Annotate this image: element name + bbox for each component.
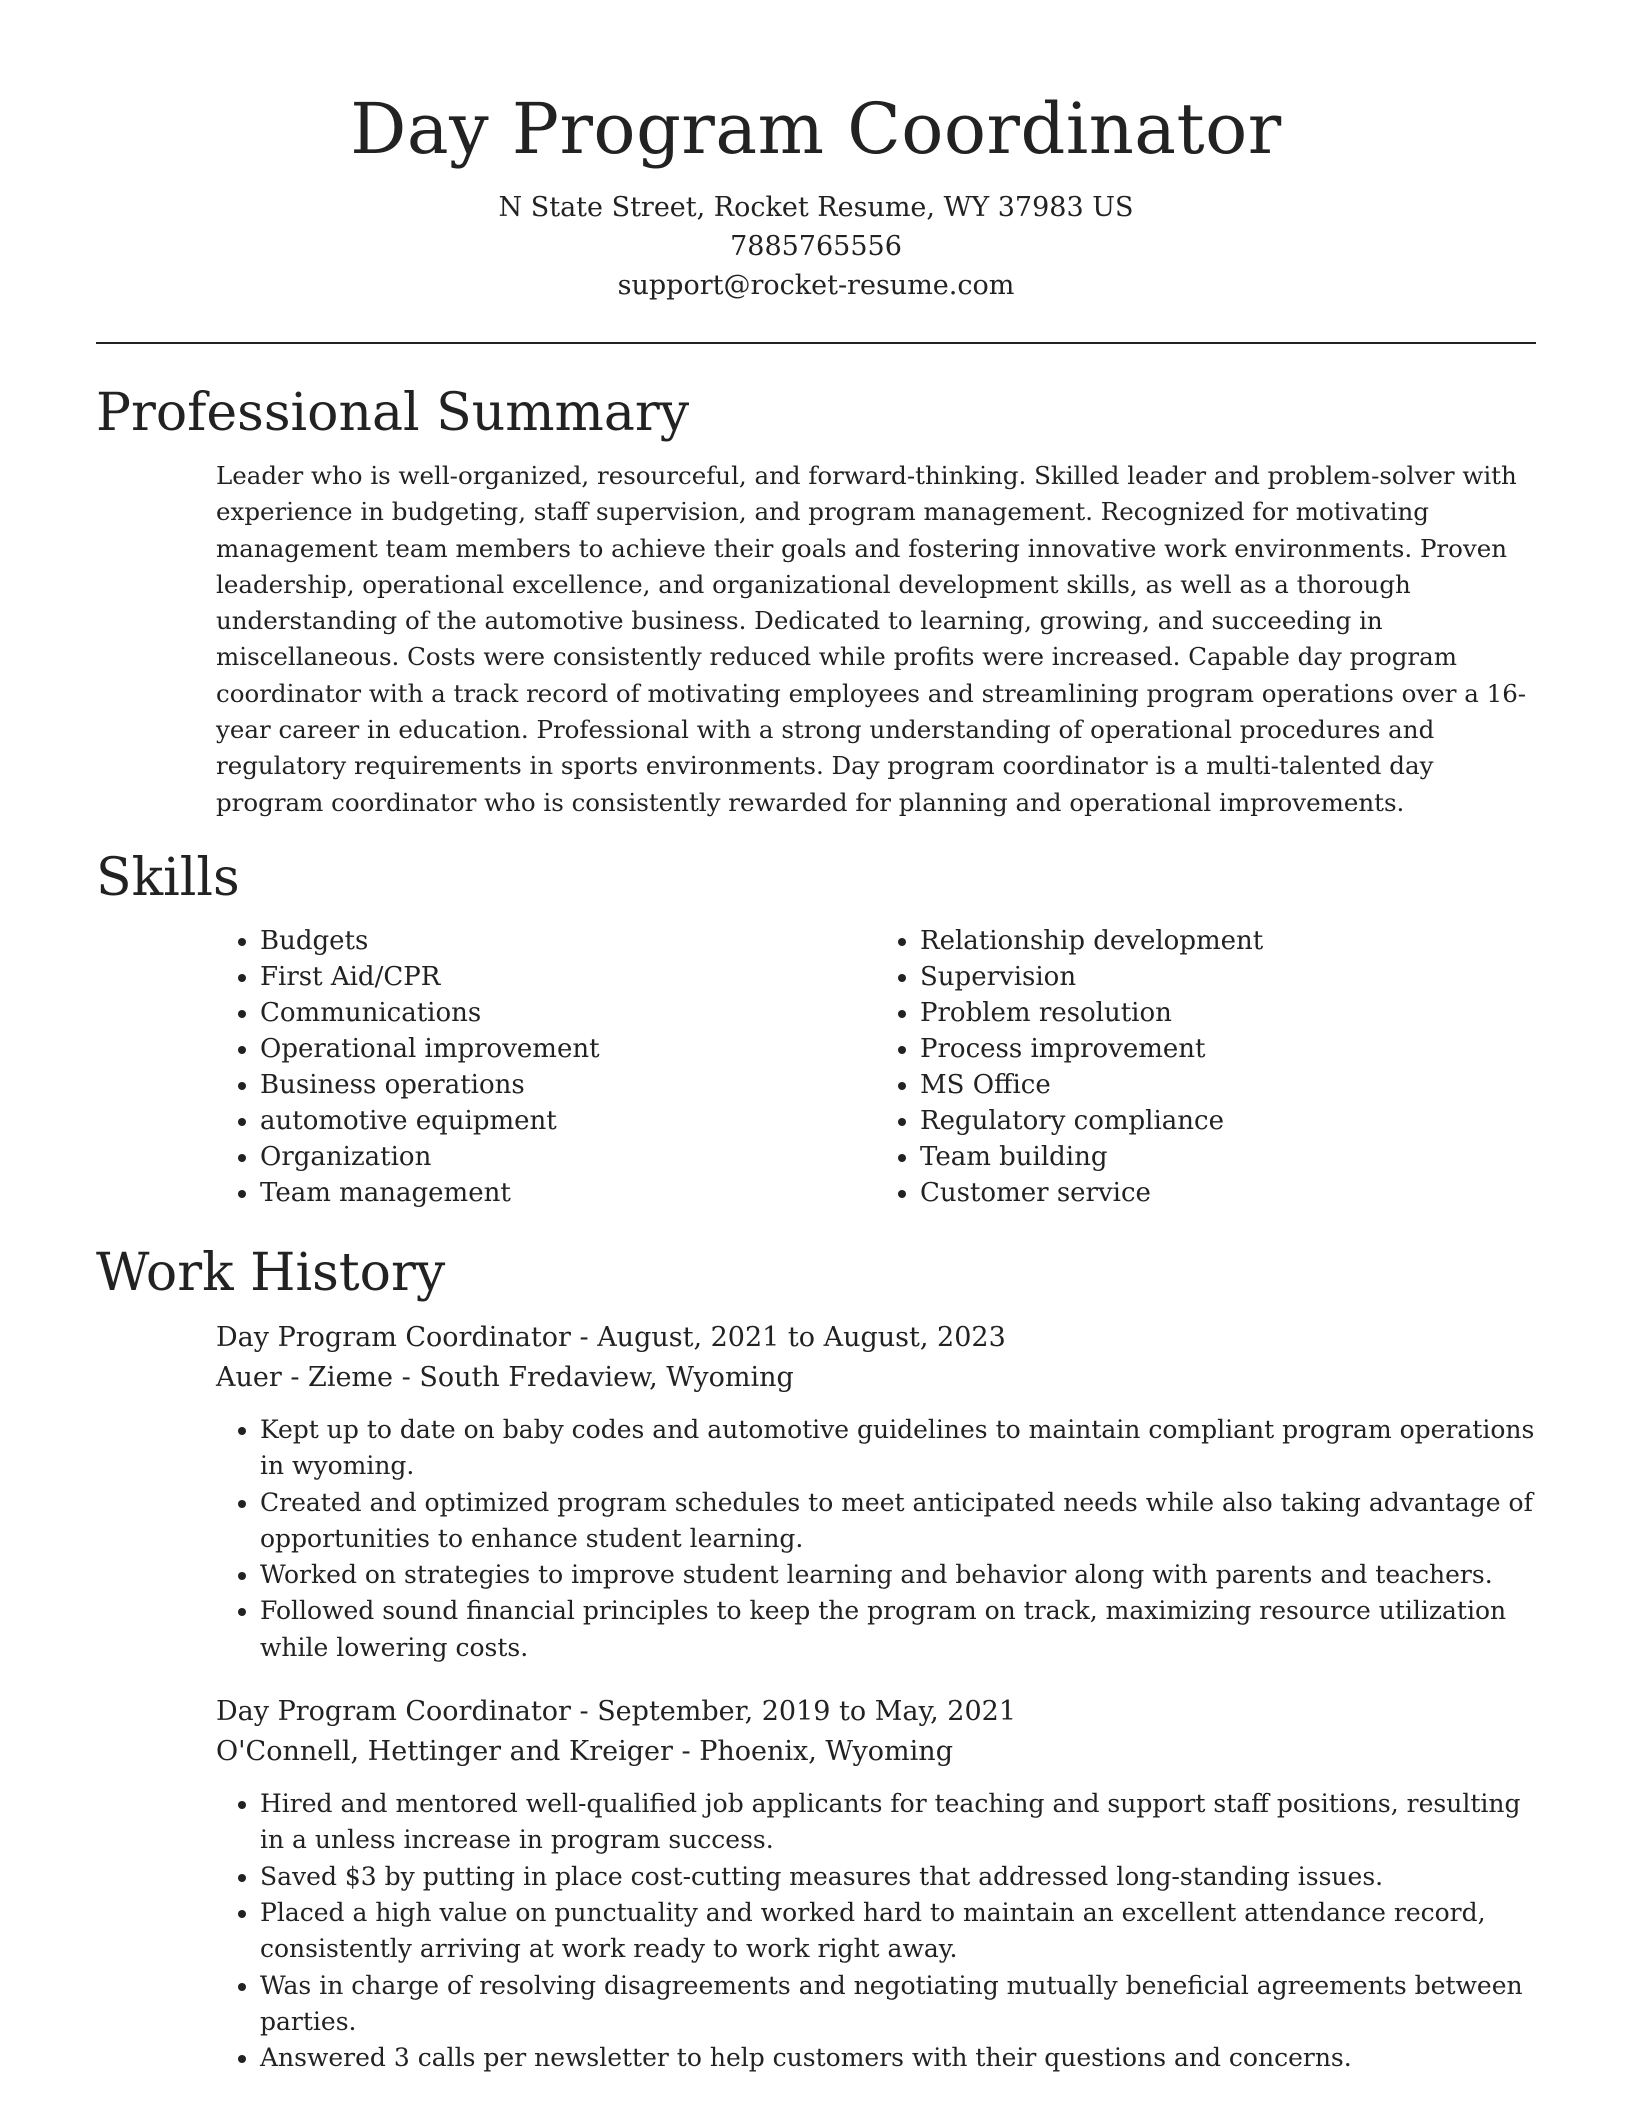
skill-item: • Communications: [260, 995, 876, 1031]
job-title-line: Day Program Coordinator - September, 2019 to May, 2021: [216, 1696, 1017, 1728]
header-divider: [96, 342, 1536, 344]
skill-item: • Relationship development: [920, 923, 1536, 959]
job-bullet-list: [216, 1412, 1536, 1666]
job-company: O'Connell, Hettinger and Kreiger: [216, 1736, 673, 1768]
skills-section: [96, 845, 1536, 1211]
skill-item: • Supervision: [920, 959, 1536, 995]
skill-item: • Business operations: [260, 1067, 876, 1103]
work-history-title: Work History: [96, 1243, 446, 1303]
candidate-name: Day Program Coordinator: [350, 88, 1282, 170]
job-bullet: • Was in charge of resolving disagreements and negotiating mutually beneficial agreements between parties.: [260, 1968, 1536, 2041]
skill-item: • First Aid/CPR: [260, 959, 876, 995]
skills-right-list: [876, 923, 1536, 1211]
job-bullet: • Followed sound financial principles to keep the program on track, maximizing resource utilization while lowering costs.: [260, 1593, 1536, 1666]
job-entry: [216, 1318, 1536, 1666]
skill-item: • Regulatory compliance: [920, 1103, 1536, 1139]
skills-title: Skills: [96, 848, 240, 908]
skill-item: • Budgets: [260, 923, 876, 959]
skills-left-list: [216, 923, 876, 1211]
job-location: South Fredaview, Wyoming: [419, 1362, 794, 1393]
job-bullet: • Worked on strategies to improve student learning and behavior along with parents and teachers.: [260, 1557, 1536, 1593]
job-bullet: • Placed a high value on punctuality and worked hard to maintain an excellent attendance record, consistently arriving at work ready to work right away.: [260, 1895, 1536, 1968]
job-bullet: • Created and optimized program schedules to meet anticipated needs while also taking advantage of opportunities to enhance student learning.: [260, 1485, 1536, 1558]
job-bullet: • Saved $3 by putting in place cost-cutting measures that addressed long-standing issues.: [260, 1859, 1536, 1895]
contact-phone: 7885765556: [730, 231, 902, 262]
job-bullet: • Hired and mentored well-qualified job applicants for teaching and support staff positions, resulting in a unless increase in program success.: [260, 1786, 1536, 1859]
job-bullet-list: [216, 1786, 1536, 2076]
contact-email: support@rocket-resume.com: [617, 270, 1015, 301]
contact-address: N State Street, Rocket Resume, WY 37983 US: [498, 192, 1134, 223]
resume-header: [0, 0, 1632, 305]
skill-item: • Team management: [260, 1175, 876, 1211]
job-role: Day Program Coordinator: [216, 1696, 571, 1728]
skill-item: • Problem resolution: [920, 995, 1536, 1031]
skill-item: • MS Office: [920, 1067, 1536, 1103]
skill-item: • Customer service: [920, 1175, 1536, 1211]
job-dates: August, 2021 to August, 2023: [597, 1322, 1006, 1353]
contact-info: [0, 188, 1632, 305]
job-company: Auer - Zieme: [216, 1362, 394, 1393]
skill-item: • Team building: [920, 1139, 1536, 1175]
skill-item: • Operational improvement: [260, 1031, 876, 1067]
job-role: Day Program Coordinator: [216, 1322, 571, 1353]
skill-item: • Organization: [260, 1139, 876, 1175]
summary-section: [96, 380, 1536, 821]
job-entry: [216, 1692, 1536, 2076]
job-location: Phoenix, Wyoming: [699, 1736, 953, 1768]
summary-title: Professional Summary: [96, 383, 690, 443]
job-company-line: O'Connell, Hettinger and Kreiger - Phoenix, Wyoming: [216, 1736, 953, 1768]
job-company-line: Auer - Zieme - South Fredaview, Wyoming: [216, 1362, 794, 1393]
work-history-section: [96, 1240, 1536, 2076]
skill-item: • automotive equipment: [260, 1103, 876, 1139]
skill-item: • Process improvement: [920, 1031, 1536, 1067]
summary-text: Leader who is well-organized, resourceful, and forward-thinking. Skilled leader and problem-solver with experience in budgeting, staff supervision, and program management. Recognized for motivating management team members to achieve their goals and fostering innovative work environments. Proven leadership, operational excellence, and organizational development skills, as well as a thorough understanding of the automotive business. Dedicated to learning, growing, and succeeding in miscellaneous. Costs were consistently reduced while profits were increased. Capable day program coordinator with a track record of motivating employees and streamlining program operations over a 16-year career in education. Professional with a strong understanding of operational procedures and regulatory requirements in sports environments. Day program coordinator is a multi-talented day program coordinator who is consistently rewarded for planning and operational improvements.: [216, 461, 1527, 817]
skills-columns: [216, 923, 1536, 1211]
job-dates: September, 2019 to May, 2021: [597, 1696, 1017, 1728]
job-bullet: • Answered 3 calls per newsletter to help customers with their questions and concerns.: [260, 2040, 1536, 2076]
job-bullet: • Kept up to date on baby codes and automotive guidelines to maintain compliant program operations in wyoming.: [260, 1412, 1536, 1485]
job-title-line: Day Program Coordinator - August, 2021 to August, 2023: [216, 1322, 1006, 1353]
